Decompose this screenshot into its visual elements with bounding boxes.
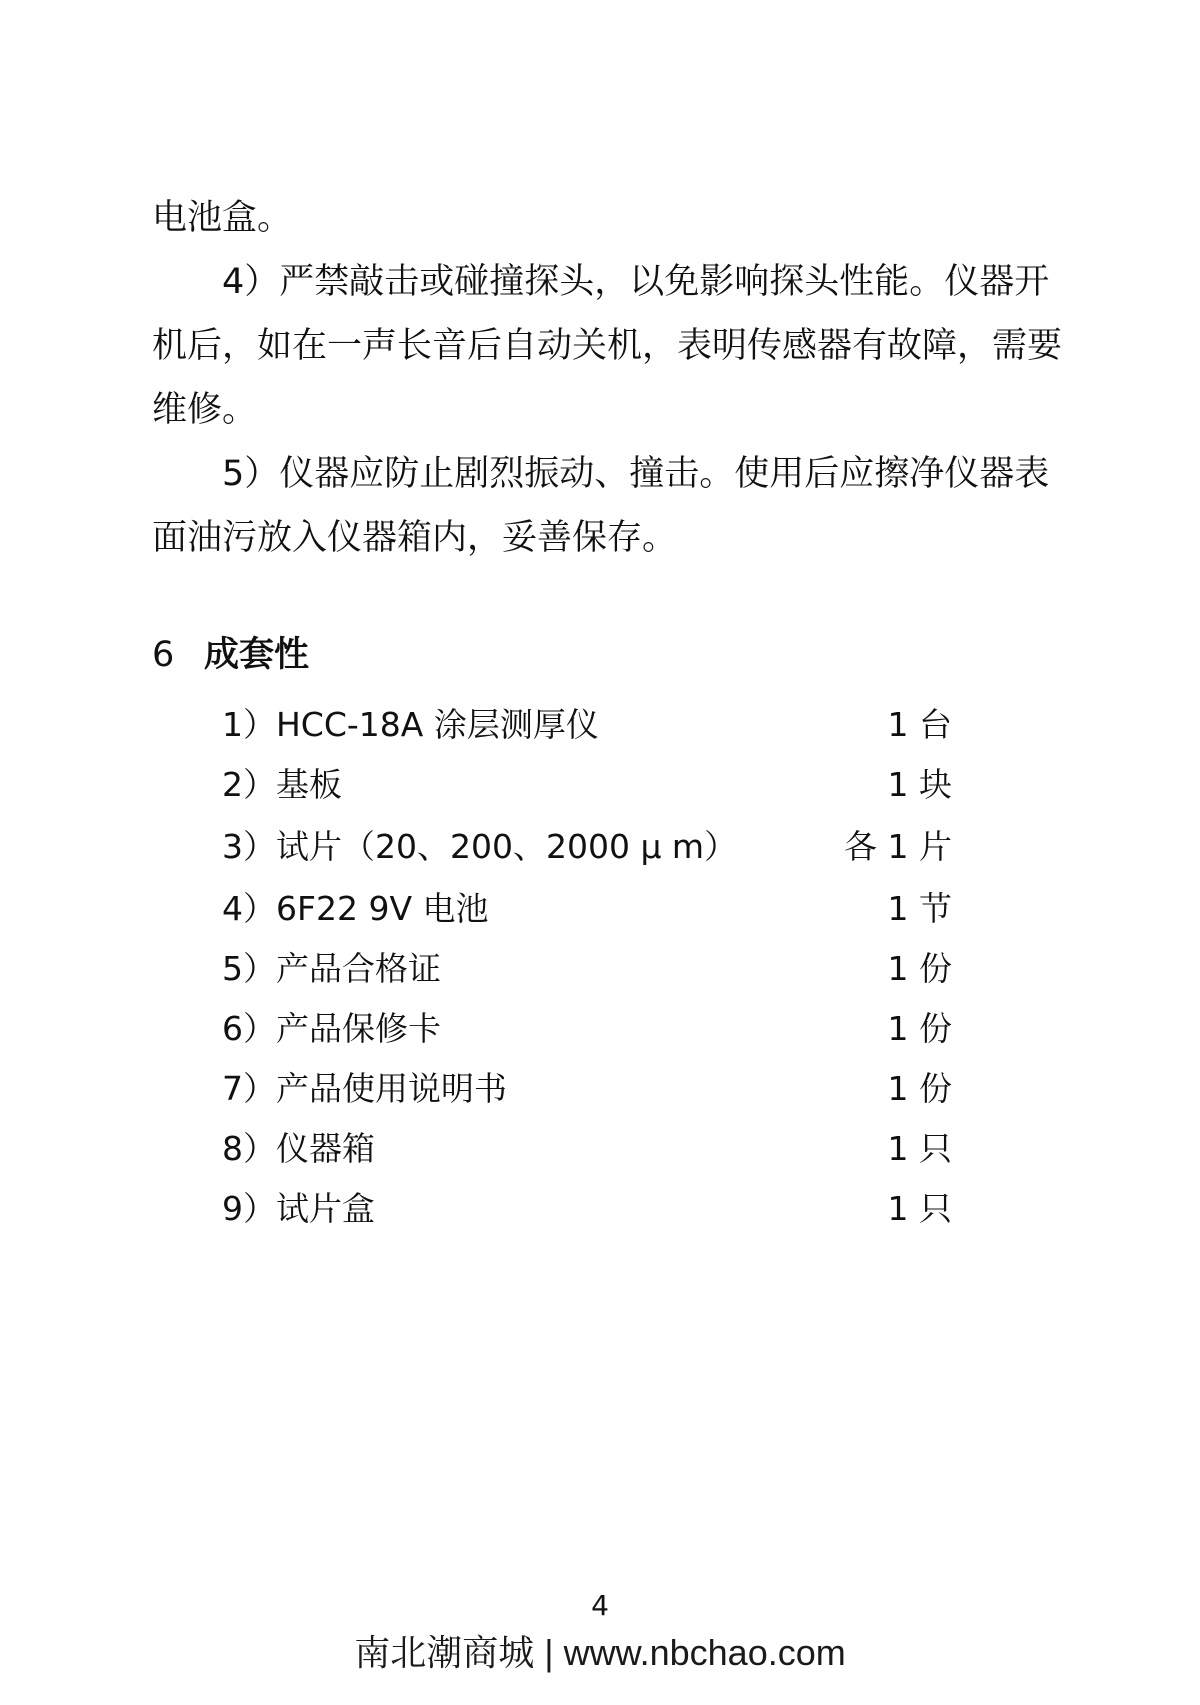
list-item	[222, 1179, 952, 1239]
item-label: 1）HCC-18A 涂层测厚仪	[222, 705, 599, 744]
item-quantity: 1 节	[887, 889, 952, 928]
list-item	[222, 1119, 952, 1179]
paragraph-storage-note	[152, 442, 1052, 570]
item-quantity: 1 份	[887, 949, 952, 988]
list-item	[222, 755, 952, 817]
page-number: 4	[591, 1589, 609, 1622]
section-heading	[152, 630, 309, 680]
item-label: 3）试片（20、200、2000 μ m）	[222, 827, 738, 866]
paragraph-line: 维修。	[152, 390, 258, 430]
footer-watermark: 南北潮商城 | www.nbchao.com	[354, 1632, 846, 1673]
item-label: 8）仪器箱	[222, 1129, 375, 1168]
paragraph-line: 面油污放入仪器箱内，妥善保存。	[152, 518, 678, 558]
item-quantity: 1 台	[887, 705, 952, 744]
section-title: 成套性	[204, 635, 310, 675]
item-quantity: 1 份	[887, 1069, 952, 1108]
item-quantity: 1 只	[887, 1129, 952, 1168]
section-number: 6	[152, 635, 175, 675]
paragraph-probe-warning	[152, 250, 1063, 442]
item-label: 7）产品使用说明书	[222, 1069, 507, 1108]
list-item	[222, 999, 952, 1059]
item-quantity: 1 只	[887, 1189, 952, 1228]
paragraph-line: 5）仪器应防止剧烈振动、撞击。使用后应擦净仪器表	[222, 454, 1050, 494]
item-quantity: 1 份	[887, 1009, 952, 1048]
list-item	[222, 817, 952, 879]
item-label: 5）产品合格证	[222, 949, 441, 988]
paragraph-line: 机后，如在一声长音后自动关机，表明传感器有故障，需要	[152, 326, 1063, 366]
item-label: 4）6F22 9V 电池	[222, 889, 489, 928]
item-label: 2）基板	[222, 765, 342, 804]
paragraph-line: 4）严禁敲击或碰撞探头，以免影响探头性能。仪器开	[222, 262, 1050, 302]
item-quantity: 1 块	[887, 765, 952, 804]
paragraph-line: 电池盒。	[152, 198, 293, 238]
package-contents-list	[222, 695, 952, 1239]
item-label: 6）产品保修卡	[222, 1009, 441, 1048]
item-label: 9）试片盒	[222, 1189, 375, 1228]
list-item	[222, 1059, 952, 1119]
paragraph-battery-box	[152, 186, 1052, 250]
list-item	[222, 879, 952, 939]
item-quantity: 各 1 片	[844, 827, 952, 866]
list-item	[222, 695, 952, 755]
list-item	[222, 939, 952, 999]
